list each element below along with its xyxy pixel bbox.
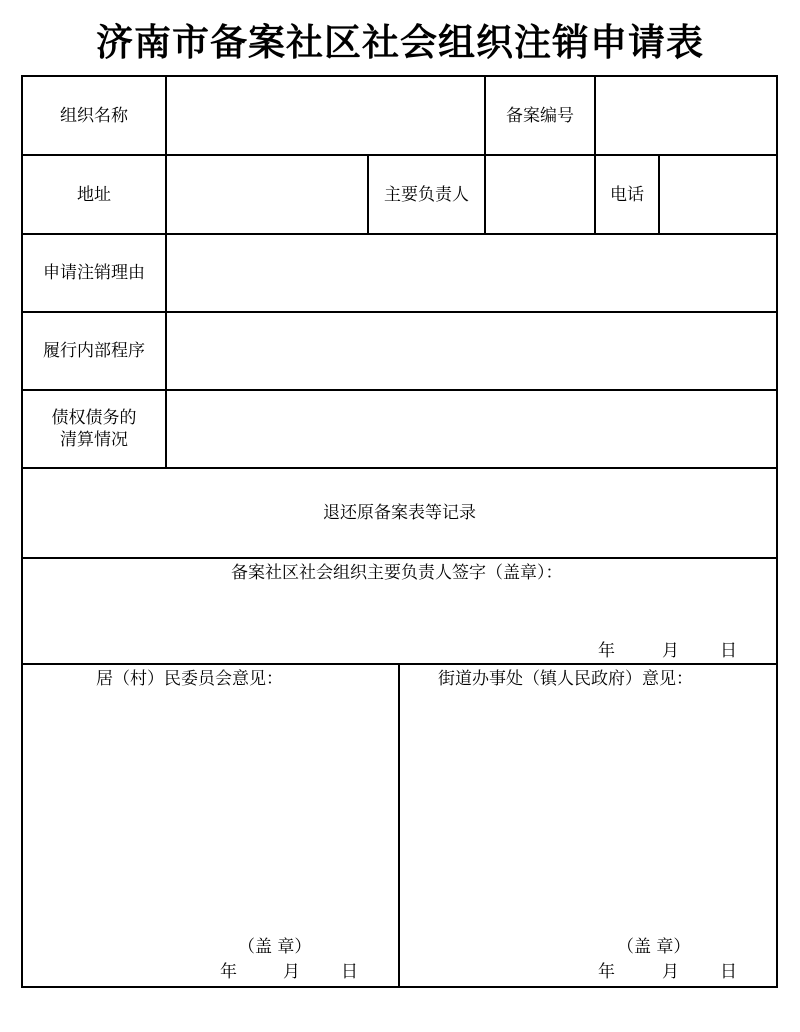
signature-month: 月	[662, 641, 679, 661]
principal-field[interactable]	[486, 156, 594, 233]
reason-field[interactable]	[167, 235, 776, 311]
debt-label-line2: 清算情况	[60, 430, 128, 450]
street-office-month: 月	[662, 962, 679, 982]
return-records-label: 退还原备案表等记录	[323, 503, 476, 523]
col-opinion-sep	[398, 663, 400, 988]
committee-year: 年	[220, 962, 237, 982]
phone-field[interactable]	[660, 156, 776, 233]
procedure-label: 履行内部程序	[43, 341, 145, 361]
committee-day: 日	[341, 962, 358, 982]
record-no-field[interactable]	[596, 77, 776, 154]
committee-month: 月	[283, 962, 300, 982]
committee-opinion-label: 居（村）民委员会意见：	[96, 669, 283, 689]
org-name-field[interactable]	[167, 77, 484, 154]
procedure-field[interactable]	[167, 313, 776, 389]
debt-label-line1: 债权债务的	[51, 408, 137, 428]
org-name-label: 组织名称	[60, 105, 128, 126]
signature-year: 年	[598, 641, 615, 661]
signature-label: 备案社区社会组织主要负责人签字（盖章）：	[231, 563, 563, 583]
street-office-seal: （盖 章）	[617, 937, 691, 957]
address-field[interactable]	[167, 156, 367, 233]
reason-label: 申请注销理由	[43, 263, 145, 283]
street-office-opinion-label: 街道办事处（镇人民政府）意见：	[438, 669, 693, 689]
record-no-label: 备案编号	[506, 105, 574, 126]
debt-field[interactable]	[167, 391, 776, 467]
street-office-year: 年	[598, 962, 615, 982]
phone-label: 电话	[610, 184, 644, 205]
debt-label	[21, 389, 167, 469]
principal-label: 主要负责人	[384, 184, 469, 205]
address-label: 地址	[77, 184, 111, 205]
street-office-day: 日	[720, 962, 737, 982]
committee-seal: （盖 章）	[238, 937, 312, 957]
signature-day: 日	[720, 641, 737, 661]
form-title: 济南市备案社区社会组织注销申请表	[96, 20, 704, 64]
